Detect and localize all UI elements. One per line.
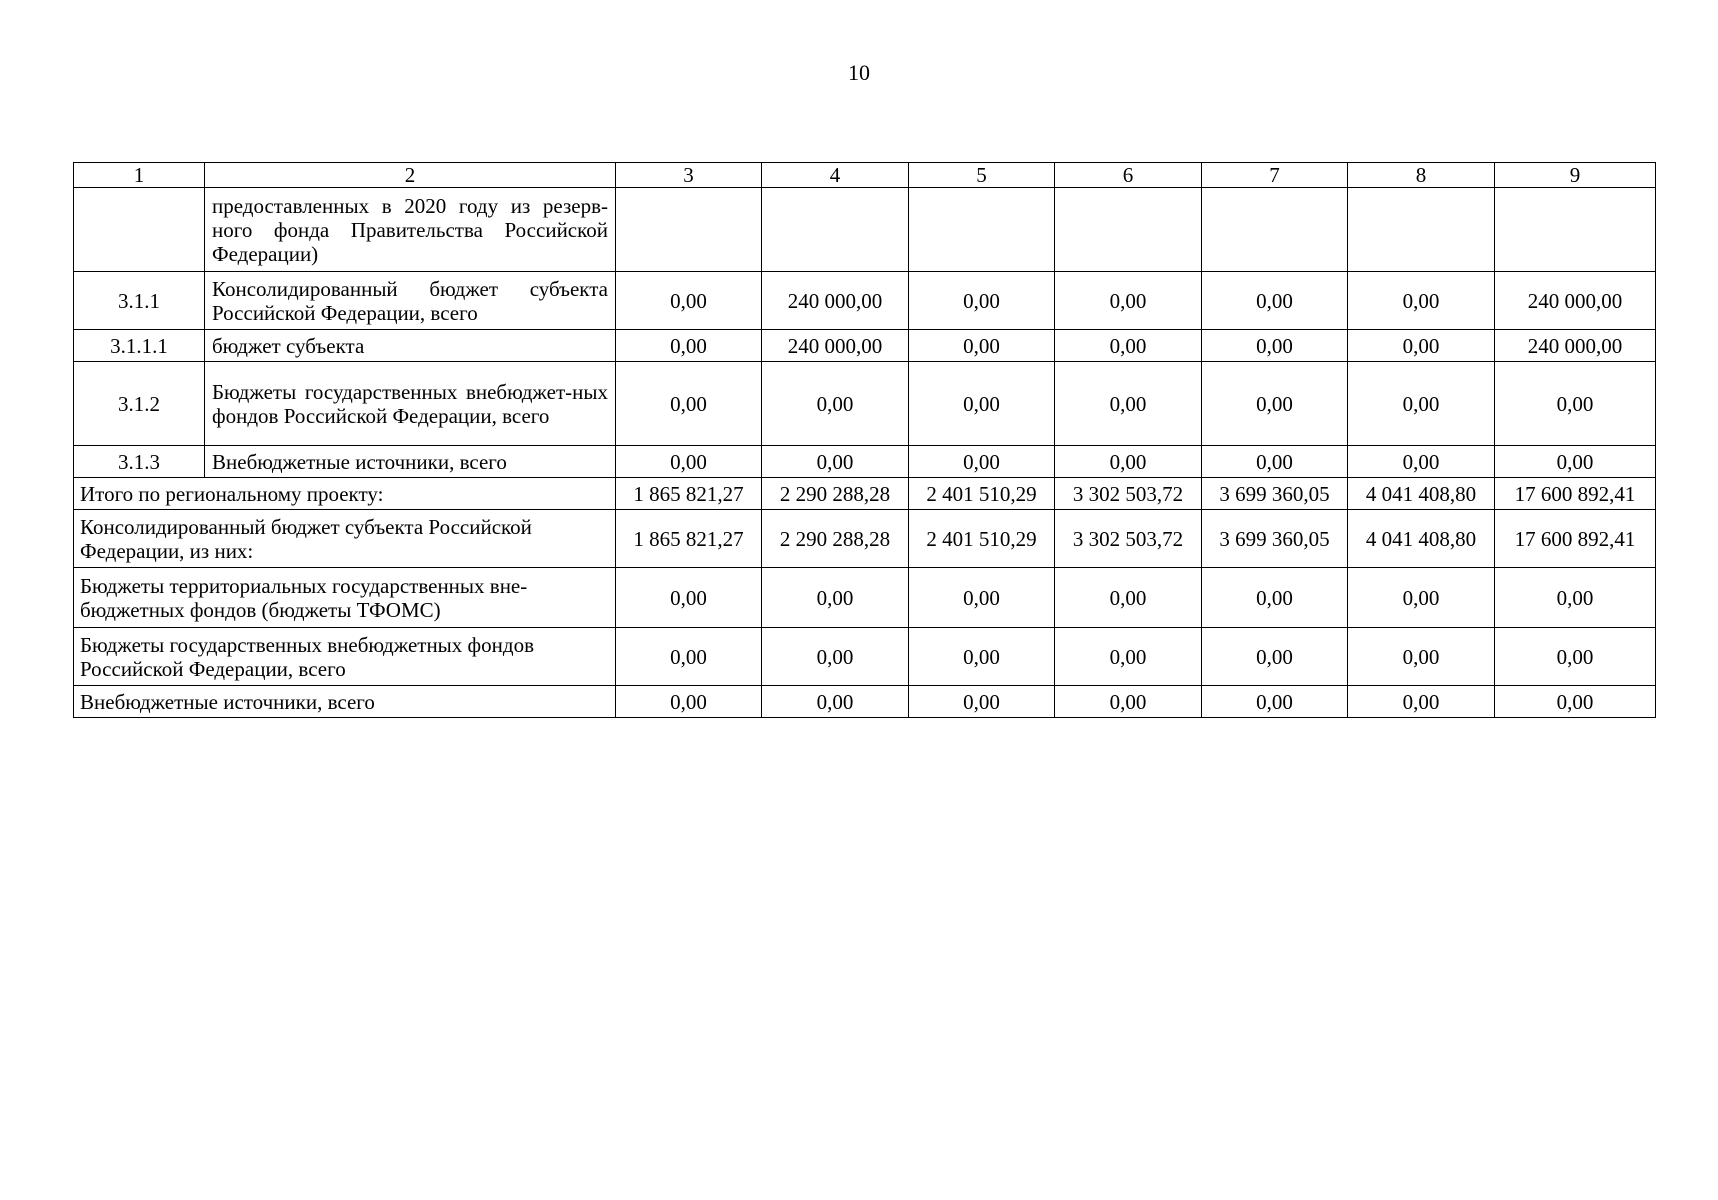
table-row [74, 362, 1656, 446]
table-cell: 0,00 [1495, 568, 1656, 628]
table-cell: 0,00 [762, 362, 909, 446]
column-header: 2 [205, 163, 616, 188]
table-cell: 0,00 [1348, 686, 1495, 718]
table-cell: 2 290 288,28 [762, 478, 909, 510]
table-cell: 0,00 [1202, 272, 1348, 330]
table-cell [1202, 188, 1348, 272]
table-cell: 0,00 [1202, 330, 1348, 362]
table-cell: 0,00 [1055, 446, 1202, 478]
table-cell: 240 000,00 [762, 330, 909, 362]
table-cell: 0,00 [616, 330, 762, 362]
column-header-row [74, 163, 1656, 188]
table-cell: 0,00 [762, 568, 909, 628]
table-cell: 0,00 [1055, 628, 1202, 686]
table-cell: 0,00 [762, 446, 909, 478]
column-header: 7 [1202, 163, 1348, 188]
column-header: 9 [1495, 163, 1656, 188]
column-header: 6 [1055, 163, 1202, 188]
row-label: Внебюджетные источники, всего [205, 446, 616, 478]
summary-row [74, 478, 1656, 510]
summary-label: Бюджеты территориальных государственных вне-бюджетных фондов (бюджеты ТФОМС) [74, 568, 616, 628]
table-cell: 0,00 [1348, 330, 1495, 362]
table-cell: 0,00 [1055, 272, 1202, 330]
table-cell: 0,00 [1495, 362, 1656, 446]
table-cell: 2 290 288,28 [762, 510, 909, 568]
row-label: Бюджеты государственных внебюджет-ных фондов Российской Федерации, всего [205, 362, 616, 446]
table-cell: 0,00 [909, 446, 1055, 478]
table-cell: 0,00 [909, 330, 1055, 362]
table-row [74, 330, 1656, 362]
table-cell [616, 188, 762, 272]
row-code: 3.1.3 [74, 446, 205, 478]
table-cell: 3 302 503,72 [1055, 478, 1202, 510]
table-cell: 0,00 [762, 628, 909, 686]
summary-label: Консолидированный бюджет субъекта Российской Федерации, из них: [74, 510, 616, 568]
table-cell: 0,00 [909, 272, 1055, 330]
table-cell: 0,00 [1495, 686, 1656, 718]
row-label: бюджет субъекта [205, 330, 616, 362]
table-cell [1348, 188, 1495, 272]
table-cell: 0,00 [616, 446, 762, 478]
table-cell: 0,00 [1055, 686, 1202, 718]
row-code: 3.1.1.1 [74, 330, 205, 362]
summary-label: Итого по региональному проекту: [74, 478, 616, 510]
table-cell: 2 401 510,29 [909, 510, 1055, 568]
table-cell: 240 000,00 [762, 272, 909, 330]
table-cell: 0,00 [1348, 628, 1495, 686]
table-cell: 0,00 [1202, 568, 1348, 628]
table-row [74, 188, 1656, 272]
table-cell: 0,00 [909, 362, 1055, 446]
table-cell: 3 699 360,05 [1202, 510, 1348, 568]
row-code [74, 188, 205, 272]
row-code: 3.1.1 [74, 272, 205, 330]
column-header: 5 [909, 163, 1055, 188]
table-cell [1495, 188, 1656, 272]
summary-row [74, 568, 1656, 628]
table-row [74, 272, 1656, 330]
table-cell: 0,00 [1348, 362, 1495, 446]
table-cell: 0,00 [1055, 362, 1202, 446]
table-cell: 0,00 [616, 568, 762, 628]
row-label: Консолидированный бюджет субъекта Российской Федерации, всего [205, 272, 616, 330]
table-cell: 0,00 [909, 628, 1055, 686]
budget-table [73, 162, 1656, 718]
table-cell: 0,00 [1202, 446, 1348, 478]
table-cell: 4 041 408,80 [1348, 510, 1495, 568]
summary-label: Бюджеты государственных внебюджетных фондов Российской Федерации, всего [74, 628, 616, 686]
table-cell: 0,00 [1055, 330, 1202, 362]
table-cell: 3 302 503,72 [1055, 510, 1202, 568]
table-cell: 0,00 [616, 272, 762, 330]
table-row [74, 446, 1656, 478]
row-code: 3.1.2 [74, 362, 205, 446]
table-cell: 0,00 [1348, 272, 1495, 330]
table-cell: 0,00 [909, 686, 1055, 718]
row-label: предоставленных в 2020 году из резерв-ного фонда Правительства Российской Федерации) [205, 188, 616, 272]
table-cell: 0,00 [1202, 628, 1348, 686]
column-header: 4 [762, 163, 909, 188]
table-cell: 0,00 [1202, 686, 1348, 718]
summary-label: Внебюджетные источники, всего [74, 686, 616, 718]
table-cell: 0,00 [909, 568, 1055, 628]
page-number: 10 [848, 60, 870, 85]
table-cell: 2 401 510,29 [909, 478, 1055, 510]
table-cell: 0,00 [616, 362, 762, 446]
table-cell: 0,00 [1495, 628, 1656, 686]
column-header: 8 [1348, 163, 1495, 188]
table-cell [1055, 188, 1202, 272]
table-cell: 0,00 [762, 686, 909, 718]
table-cell: 0,00 [1495, 446, 1656, 478]
table-cell [762, 188, 909, 272]
table-cell: 0,00 [1202, 362, 1348, 446]
summary-row [74, 628, 1656, 686]
table-cell: 3 699 360,05 [1202, 478, 1348, 510]
summary-row [74, 686, 1656, 718]
table-cell: 1 865 821,27 [616, 478, 762, 510]
table-cell: 17 600 892,41 [1495, 510, 1656, 568]
table-body [74, 163, 1656, 718]
table-cell: 1 865 821,27 [616, 510, 762, 568]
column-header: 3 [616, 163, 762, 188]
table-cell: 0,00 [1348, 568, 1495, 628]
table-cell: 240 000,00 [1495, 272, 1656, 330]
table-cell: 0,00 [616, 628, 762, 686]
table-cell: 0,00 [1348, 446, 1495, 478]
table-cell: 17 600 892,41 [1495, 478, 1656, 510]
table-cell: 0,00 [616, 686, 762, 718]
summary-row [74, 510, 1656, 568]
table-cell [909, 188, 1055, 272]
column-header: 1 [74, 163, 205, 188]
table-cell: 4 041 408,80 [1348, 478, 1495, 510]
table-cell: 240 000,00 [1495, 330, 1656, 362]
table-cell: 0,00 [1055, 568, 1202, 628]
